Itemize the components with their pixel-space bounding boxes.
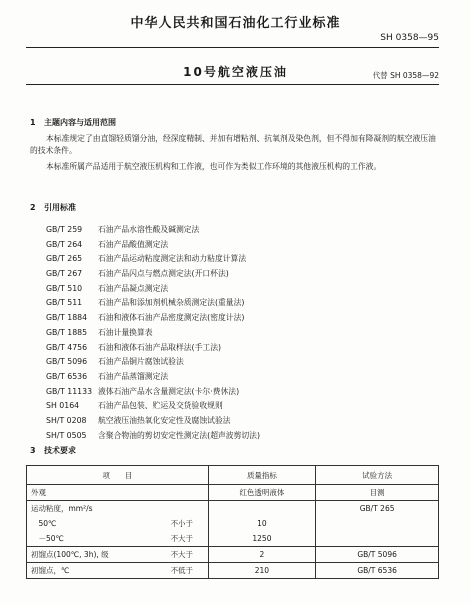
section-3-heading (30, 445, 76, 456)
reference-item: GB/T 264 石油产品酸值测定法 (46, 239, 169, 249)
reference-item: GB/T 510 石油产品凝点测定法 (46, 283, 169, 293)
table-row: 初馏点，℃ 不低于 210 GB/T 6536 (27, 563, 439, 579)
section-1-paragraph-2: 本标准所属产品适用于航空液压机构和工作液，也可作为类似工作环境的其他液压机构的工作液。 (46, 162, 382, 171)
table-row: 运动粘度，mm²/s GB/T 265 (27, 501, 439, 517)
section-title: 引用标准 (44, 203, 76, 212)
section-title: 技术要求 (44, 446, 76, 455)
table-row: 初馏点(100℃, 3h), 级 不大于 2 GB/T 5096 (27, 547, 439, 563)
section-1-paragraph-1: 本标准规定了由直馏轻质馏分油，经深度精制、并加有增粘剂、抗氧剂及染色剂，但不得加有降凝剂的航空液压油的技术条件。 (30, 134, 436, 155)
header-quality: 质量指标 (208, 466, 316, 485)
document-title: 10号航空液压油 (183, 65, 288, 79)
replaces-note: 代替 SH 0358—92 (372, 71, 439, 80)
reference-item: GB/T 1884 石油和液体石油产品密度测定法(密度计法) (46, 313, 245, 323)
section-number: 2 (30, 203, 36, 212)
table-row: －50℃ 不大于 1250 (27, 531, 439, 547)
section-number: 3 (30, 446, 36, 455)
reference-item: GB/T 259 石油产品水溶性酸及碱测定法 (46, 225, 200, 234)
standard-header-title: 中华人民共和国石油化工行业标准 (130, 16, 341, 31)
section-2-heading (30, 202, 76, 213)
title-divider (26, 84, 439, 85)
section-number: 1 (30, 118, 36, 127)
reference-item: GB/T 11133 液体石油产品水含量测定法(卡尔·费休法) (46, 386, 240, 396)
reference-item: GB/T 4756 石油和液体石油产品取样法(手工法) (46, 342, 222, 352)
reference-item: GB/T 1885 石油计量换算表 (46, 327, 153, 337)
reference-item: SH 0164 石油产品包装、贮运及交货验收规则 (46, 401, 223, 411)
reference-item: SH/T 0208 航空液压油热氧化安定性及腐蚀试验法 (46, 415, 231, 425)
table-header-row (27, 466, 439, 485)
table-row: 50℃ 不小于 10 (27, 516, 439, 531)
technical-requirements-table (26, 465, 439, 579)
reference-item: GB/T 511 石油产品和添加剂机械杂质测定法(重量法) (46, 298, 245, 308)
reference-item: GB/T 267 石油产品闪点与燃点测定法(开口杯法) (46, 269, 229, 279)
reference-list (46, 223, 260, 443)
reference-item: GB/T 6536 石油产品蒸馏测定法 (46, 371, 169, 381)
reference-item: GB/T 265 石油产品运动粘度测定法和动力粘度计算法 (46, 254, 247, 264)
header-method: 试验方法 (316, 466, 439, 485)
section-1-heading (30, 117, 116, 128)
section-title: 主题内容与适用范围 (44, 118, 116, 127)
reference-item: SH/T 0505 含聚合物油的剪切安定性测定法(超声波剪切法) (46, 430, 261, 440)
header-divider (26, 47, 439, 48)
standard-code: SH 0358—95 (380, 33, 439, 43)
header-item: 项 目 (27, 466, 209, 485)
table-row: 外观 红色透明液体 目测 (27, 485, 439, 501)
reference-item: GB/T 5096 石油产品铜片腐蚀试验法 (46, 357, 184, 367)
